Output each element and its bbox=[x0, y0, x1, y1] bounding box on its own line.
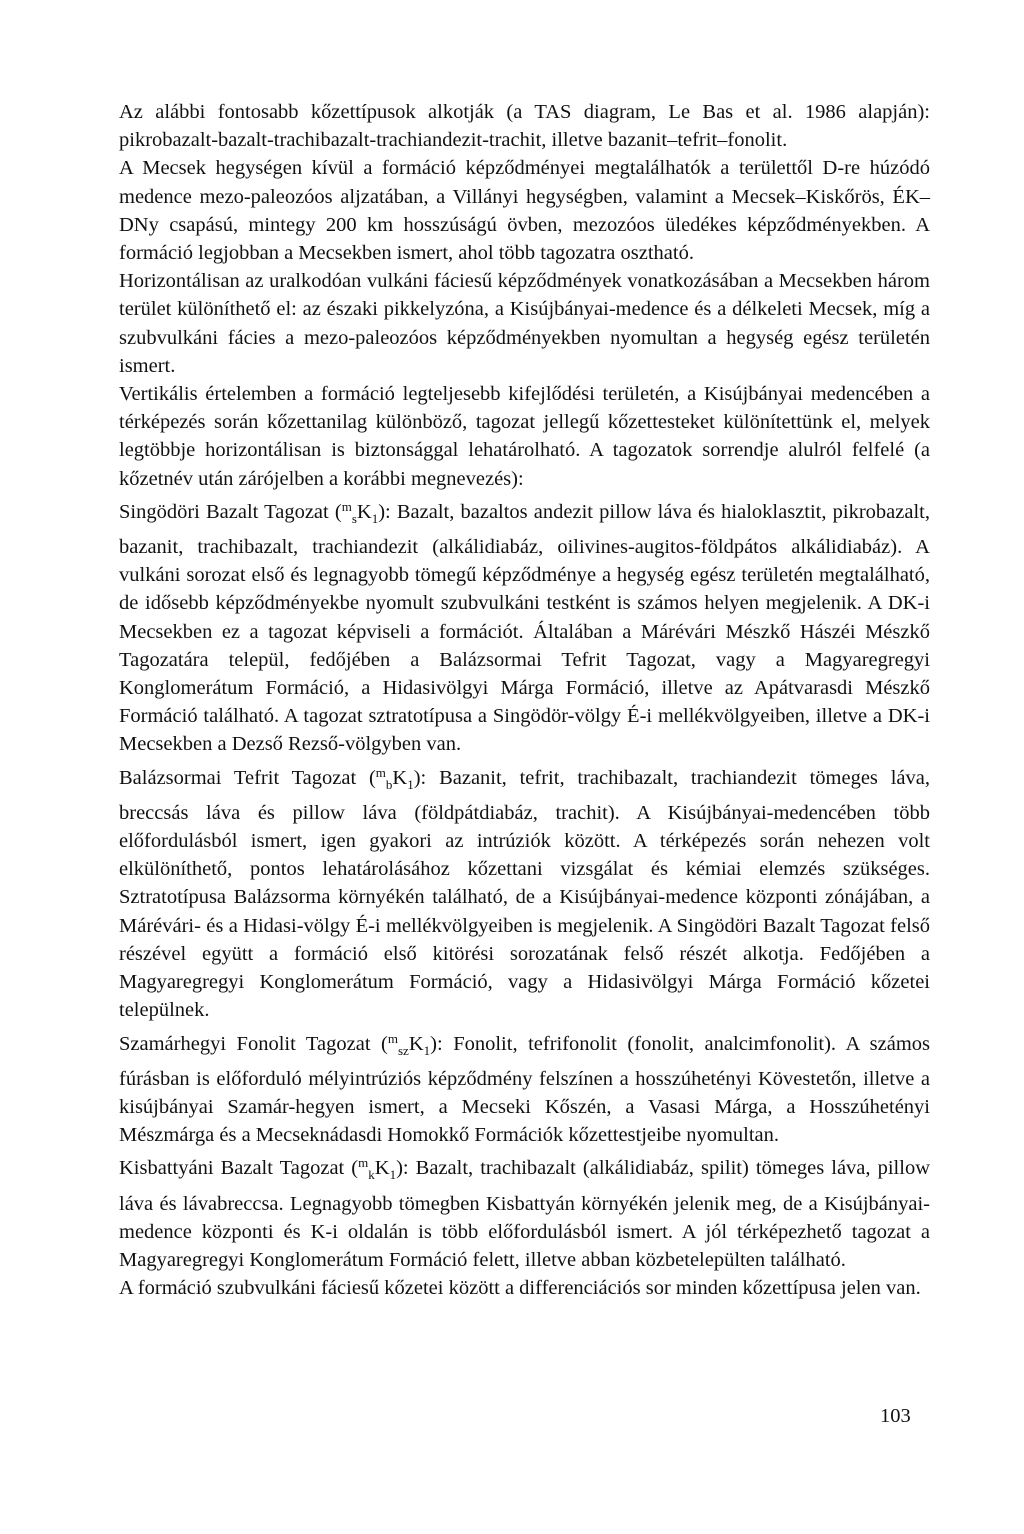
paragraph-5 bbox=[119, 493, 930, 759]
member-name-kisbattyani: Kisbattyáni Bazalt Tagozat ( bbox=[119, 1157, 359, 1180]
paragraph-7 bbox=[119, 1025, 930, 1150]
paragraph-9-text: A formáció szubvulkáni fáciesű kőzetei között a differenciációs sor minden kőzettípusa jelen van. bbox=[119, 1277, 921, 1300]
stratigraphic-notation bbox=[341, 498, 379, 526]
paragraph-3 bbox=[119, 267, 930, 380]
stratigraphic-notation bbox=[358, 1155, 397, 1183]
paragraph-4 bbox=[119, 380, 930, 493]
notation-letter: K bbox=[408, 1032, 424, 1055]
notation-subscript: sz bbox=[398, 1042, 409, 1058]
notation-index: 1 bbox=[407, 776, 414, 792]
notation-letter: K bbox=[374, 1157, 390, 1180]
member-name-balazsormai: Balázsormai Tefrit Tagozat ( bbox=[119, 766, 376, 789]
notation-subscript: b bbox=[385, 776, 393, 792]
notation-index: 1 bbox=[423, 1042, 431, 1058]
notation-letter: K bbox=[356, 500, 372, 523]
notation-superscript: m bbox=[375, 764, 386, 780]
paragraph-6-text: ): Bazanit, tefrit, trachibazalt, trachiandezit tömeges láva, breccsás láva és pillow láva (földpátdiabáz, trachit). A Kisújbányai-medencében több előfordulásból ismert, igen gyakori az intrúziók között. A térképezés során nehezen volt elkülöníthető, pontos lehatárolásához kőzettani vizsgálat és kémiai elemzés szükséges. Sztratotípusa Balázsorma környékén található, de a Kisújbányai-medence központi zónájában, a Márévári- és a Hidasi-völgy É-i mellékvölgyeiben is megjelenik. A Singödöri Bazalt Tagozat felső részével együtt a formáció első kitörési sorozatának felső részét alkotja. Fedőjében a Magyaregregyi Konglomerátum Formáció, vagy a Hidasivölgyi Márga Formáció kőzetei települnek. bbox=[119, 766, 930, 1022]
paragraph-3-text: Horizontálisan az uralkodóan vulkáni fáciesű képződmények vonatkozásában a Mecsekben három terület különíthető el: az északi pikkelyzóna, a Kisújbányai-medence és a délkeleti Mecsek, míg a szubvulkáni fácies a mezo-paleozóos képződményekben nyomultan a hegység egész területén ismert. bbox=[119, 270, 930, 377]
paragraph-6 bbox=[119, 759, 930, 1025]
notation-subscript: k bbox=[368, 1167, 375, 1183]
notation-subscript: s bbox=[351, 510, 357, 526]
paragraph-5-text: ): Bazalt, bazaltos andezit pillow láva és hialoklasztit, pikrobazalt, bazanit, trachibazalt, trachiandezit (alkálidiabáz, oilivines-augitos-földpátos alkálidiabáz). A vulkáni sorozat első és legnagyobb tömegű képződménye a hegység egész területén megtalálható, de idősebb képződményekbe nyomult szubvulkáni testként is számos helyen megjelenik. A DK-i Mecsekben ez a tagozat képviseli a formációt. Általában a Márévári Mészkő Hászéi Mészkő Tagozatára települ, fedőjében a Balázsormai Tefrit Tagozat, vagy a Magyaregregyi Konglomerátum Formáció, a Hidasivölgyi Márga Formáció, illetve az Apátvarasdi Mészkő Formáció található. A tagozat sztratotípusa a Singödör-völgy É-i mellékvölgyeiben, illetve a DK-i Mecsekben a Dezső Rezső-völgyben van. bbox=[119, 500, 930, 756]
member-name-szamarhegyi: Szamárhegyi Fonolit Tagozat ( bbox=[119, 1032, 388, 1055]
stratigraphic-notation bbox=[387, 1030, 431, 1058]
notation-index: 1 bbox=[371, 510, 379, 526]
notation-index: 1 bbox=[389, 1167, 397, 1183]
stratigraphic-notation bbox=[375, 764, 414, 792]
paragraph-8-text: ): Bazalt, trachibazalt (alkálidiabáz, spilit) tömeges láva, pillow láva és lávabreccsa. Legnagyobb tömegben Kisbattyán környékén jelenik meg, de a Kisújbányai-medence központi és K-i oldalán is több előfordulásból ismert. A jól térképezhető tagozat a Magyaregregyi Konglomerátum Formáció felett, illetve abban közbetelepülten található. bbox=[119, 1157, 930, 1271]
text-body bbox=[119, 98, 930, 1302]
notation-letter: K bbox=[392, 766, 408, 789]
paragraph-9 bbox=[119, 1274, 930, 1302]
paragraph-4-text: Vertikális értelemben a formáció legteljesebb kifejlődési területén, a Kisújbányai medencében a térképezés során kőzettanilag különböző, tagozat jellegű kőzettesteket különítettünk el, melyek legtöbbje horizontálisan is biztonsággal lehatárolható. A tagozatok sorrendje alulról felfelé (a kőzetnév után zárójelben a korábbi megnevezés): bbox=[119, 383, 930, 490]
paragraph-8 bbox=[119, 1149, 930, 1274]
notation-superscript: m bbox=[358, 1155, 369, 1171]
notation-superscript: m bbox=[387, 1030, 398, 1046]
notation-superscript: m bbox=[341, 498, 352, 514]
paragraph-7-text: ): Fonolit, tefrifonolit (fonolit, analcimfonolit). A számos fúrásban is előforduló mélyintrúziós képződmény felszínen a hosszúhetényi Kövestetőn, illetve a kisújbányai Szamár-hegyen ismert, a Mecseki Kőszén, a Vasasi Márga, a Hosszúhetényi Mészmárga és a Mecseknádasdi Homokkő Formációk kőzettestjeibe nyomultan. bbox=[119, 1032, 930, 1147]
paragraph-2-text: A Mecsek hegységen kívül a formáció képződményei megtalálhatók a területtől D-re húzódó medence mezo-paleozóos aljzatában, a Villányi hegységben, valamint a Mecsek–Kiskőrös, ÉK–DNy csapású, mintegy 200 km hosszúságú övben, mezozóos üledékes képződményekben. A formáció legjobban a Mecsekben ismert, ahol több tagozatra osztható. bbox=[119, 157, 930, 265]
page-number: 103 bbox=[880, 1405, 911, 1427]
paragraph-1: Az alábbi fontosabb kőzettípusok alkotják (a TAS diagram, Le Bas et al. 1986 alapján): pikrobazalt-bazalt-trachibazalt-trachiandezit-trachit, illetve bazanit–tefrit–fonolit. bbox=[119, 101, 930, 152]
paragraph-2 bbox=[119, 154, 930, 267]
member-name-singodori: Singödöri Bazalt Tagozat ( bbox=[119, 500, 342, 523]
